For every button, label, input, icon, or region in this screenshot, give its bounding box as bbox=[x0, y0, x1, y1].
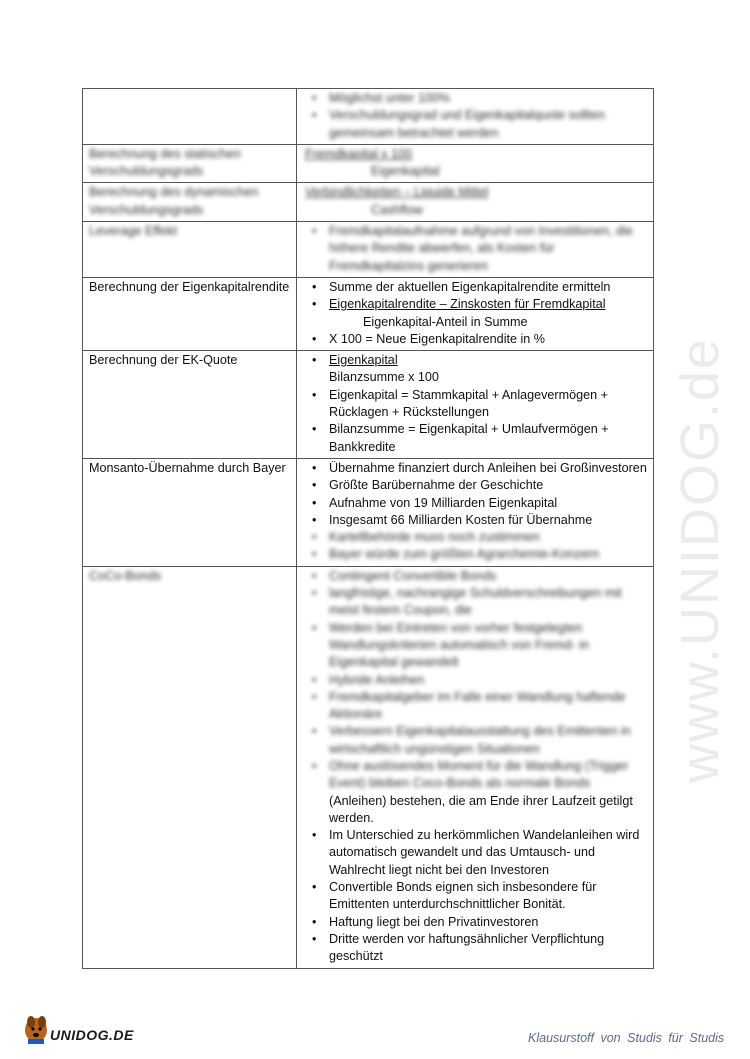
table-row bbox=[83, 277, 654, 350]
footer-logo-text: UNIDOG.DE bbox=[50, 1027, 134, 1043]
list-item-text: Convertible Bonds eignen sich insbesondere für Emittenten unterdurchschnittlicher Bonität. bbox=[329, 880, 597, 912]
row-label: Berechnung des statischen Verschuldungsgrads bbox=[83, 144, 297, 183]
list-item bbox=[303, 672, 648, 689]
list-item bbox=[303, 477, 648, 494]
list-item bbox=[303, 914, 648, 931]
footer-tagline: Klausurstoff von Studis für Studis bbox=[528, 1031, 725, 1045]
list-item bbox=[303, 107, 648, 142]
row-content bbox=[297, 89, 654, 145]
list-item bbox=[303, 314, 648, 331]
list-item-text: Bayer würde zum größten Agrarchemie-Konzern bbox=[329, 547, 600, 562]
table-row bbox=[83, 222, 654, 278]
list-item-text: Bilanzsumme x 100 bbox=[329, 370, 439, 385]
list-item-text: Eigenkapital bbox=[329, 353, 398, 368]
table-row bbox=[83, 566, 654, 968]
list-item bbox=[303, 758, 648, 793]
list-item-text: Im Unterschied zu herkömmlichen Wandelanleihen wird automatisch gewandelt und das Umtausch- und Wahlrecht liegt nicht bei den Investoren bbox=[329, 828, 640, 877]
row-content bbox=[297, 351, 654, 459]
list-item-text: Bilanzsumme = Eigenkapital + Umlaufvermögen + Bankkredite bbox=[329, 422, 609, 454]
list-item bbox=[303, 512, 648, 529]
list-item bbox=[303, 421, 648, 456]
list-item-text: Ohne auslösendes Moment für die Wandlung (Trigger Event) bleiben Coco-Bonds als normale Bonds bbox=[329, 758, 629, 791]
row-label: Leverage Effekt bbox=[83, 222, 297, 278]
bullet-list bbox=[303, 223, 648, 275]
formula-numerator: Fremdkapital x 100 bbox=[305, 146, 413, 161]
list-item-text: Summe der aktuellen Eigenkapitalrendite ermitteln bbox=[329, 279, 611, 294]
row-label bbox=[83, 89, 297, 145]
list-item-text: Verbessern Eigenkapitalausstattung des Emittenten in wirtschaftlich ungünstigen Situationen bbox=[329, 724, 631, 756]
list-item bbox=[303, 90, 648, 107]
bullet-list bbox=[303, 90, 648, 142]
list-item bbox=[303, 585, 648, 620]
formula-denominator: Eigenkapital bbox=[371, 164, 440, 179]
list-item bbox=[303, 387, 648, 422]
list-item bbox=[303, 369, 648, 386]
list-item bbox=[303, 529, 648, 546]
list-item bbox=[303, 879, 648, 914]
list-item bbox=[303, 568, 648, 585]
list-item-text: Fremdkapitalgeber im Falle einer Wandlung haftende Aktionäre bbox=[329, 689, 626, 722]
list-item-text: Möglichst unter 100% bbox=[329, 91, 451, 105]
list-item-text: Eigenkapital-Anteil in Summe bbox=[363, 314, 528, 329]
formula-numerator: Verbindlichkeiten – Liquide Mittel bbox=[305, 185, 489, 200]
content-table bbox=[82, 88, 654, 969]
row-content bbox=[297, 458, 654, 566]
list-item-text: (Anleihen) bestehen, die am Ende ihrer Laufzeit getilgt werden. bbox=[329, 793, 633, 825]
list-item-text: Hybride Anleihen bbox=[329, 672, 425, 687]
list-item bbox=[303, 620, 648, 672]
table-row bbox=[83, 458, 654, 566]
list-item bbox=[303, 279, 648, 296]
bullet-list bbox=[303, 279, 648, 348]
row-content bbox=[297, 277, 654, 350]
list-item-text: Dritte werden vor haftungsähnlicher Verpflichtung geschützt bbox=[329, 931, 605, 964]
list-item bbox=[303, 352, 648, 369]
list-item bbox=[303, 546, 648, 563]
list-item-text: langfristige, nachrangige Schuldverschreibungen mit meist festem Coupon, die bbox=[329, 586, 622, 618]
list-item bbox=[303, 296, 648, 313]
row-content bbox=[297, 144, 654, 183]
list-item-text: Kartellbehörde muss noch zustimmen bbox=[329, 530, 540, 545]
table-row bbox=[83, 183, 654, 222]
list-item-text: Eigenkapital = Stammkapital + Anlagevermögen + Rücklagen + Rückstellungen bbox=[329, 387, 608, 420]
bullet-list bbox=[303, 352, 648, 456]
table-row bbox=[83, 89, 654, 145]
list-item-text: Haftung liegt bei den Privatinvestoren bbox=[329, 914, 539, 929]
list-item-text: Werden bei Eintreten von vorher festgelegten Wandlungskriterien automatisch von Fremd- in Eigenkapital gewandelt bbox=[329, 620, 589, 670]
list-item bbox=[303, 460, 648, 477]
row-label: Berechnung des dynamischen Verschuldungsgrads bbox=[83, 183, 297, 222]
list-item-text: X 100 = Neue Eigenkapitalrendite in % bbox=[329, 331, 545, 346]
list-item bbox=[303, 931, 648, 966]
list-item-text: Übernahme finanziert durch Anleihen bei Großinvestoren bbox=[329, 460, 647, 475]
list-item bbox=[303, 689, 648, 724]
formula-denominator: Cashflow bbox=[371, 202, 423, 217]
row-label: Berechnung der EK-Quote bbox=[83, 351, 297, 459]
list-item-text: Eigenkapitalrendite – Zinskosten für Fremdkapital bbox=[329, 297, 606, 312]
list-item-text: Größte Barübernahme der Geschichte bbox=[329, 478, 544, 493]
row-label: CoCo-Bonds bbox=[83, 566, 297, 968]
bullet-list bbox=[303, 568, 648, 966]
list-item bbox=[303, 793, 648, 828]
watermark-text: www.UNIDOG.de bbox=[670, 336, 730, 784]
row-content bbox=[297, 222, 654, 278]
list-item bbox=[303, 495, 648, 512]
list-item-text: Fremdkapitalaufnahme aufgrund von Investitionen, die höhere Rendite abwerfen, als Kosten für Fremdkapitalzins generieren bbox=[329, 224, 633, 273]
list-item-text: Insgesamt 66 Milliarden Kosten für Übernahme bbox=[329, 512, 593, 527]
row-content bbox=[297, 183, 654, 222]
row-content bbox=[297, 566, 654, 968]
list-item bbox=[303, 223, 648, 275]
list-item bbox=[303, 827, 648, 879]
row-label: Berechnung der Eigenkapitalrendite bbox=[83, 277, 297, 350]
list-item-text: Aufnahme von 19 Milliarden Eigenkapital bbox=[329, 495, 558, 510]
table-row bbox=[83, 351, 654, 459]
table-row bbox=[83, 144, 654, 183]
list-item-text: Verschuldungsgrad und Eigenkapitalquote sollten gemeinsam betrachtet werden bbox=[329, 108, 605, 140]
list-item-text: Contingent Convertible Bonds bbox=[329, 568, 497, 583]
bullet-list bbox=[303, 460, 648, 564]
list-item bbox=[303, 723, 648, 758]
list-item bbox=[303, 331, 648, 348]
row-label: Monsanto-Übernahme durch Bayer bbox=[83, 458, 297, 566]
